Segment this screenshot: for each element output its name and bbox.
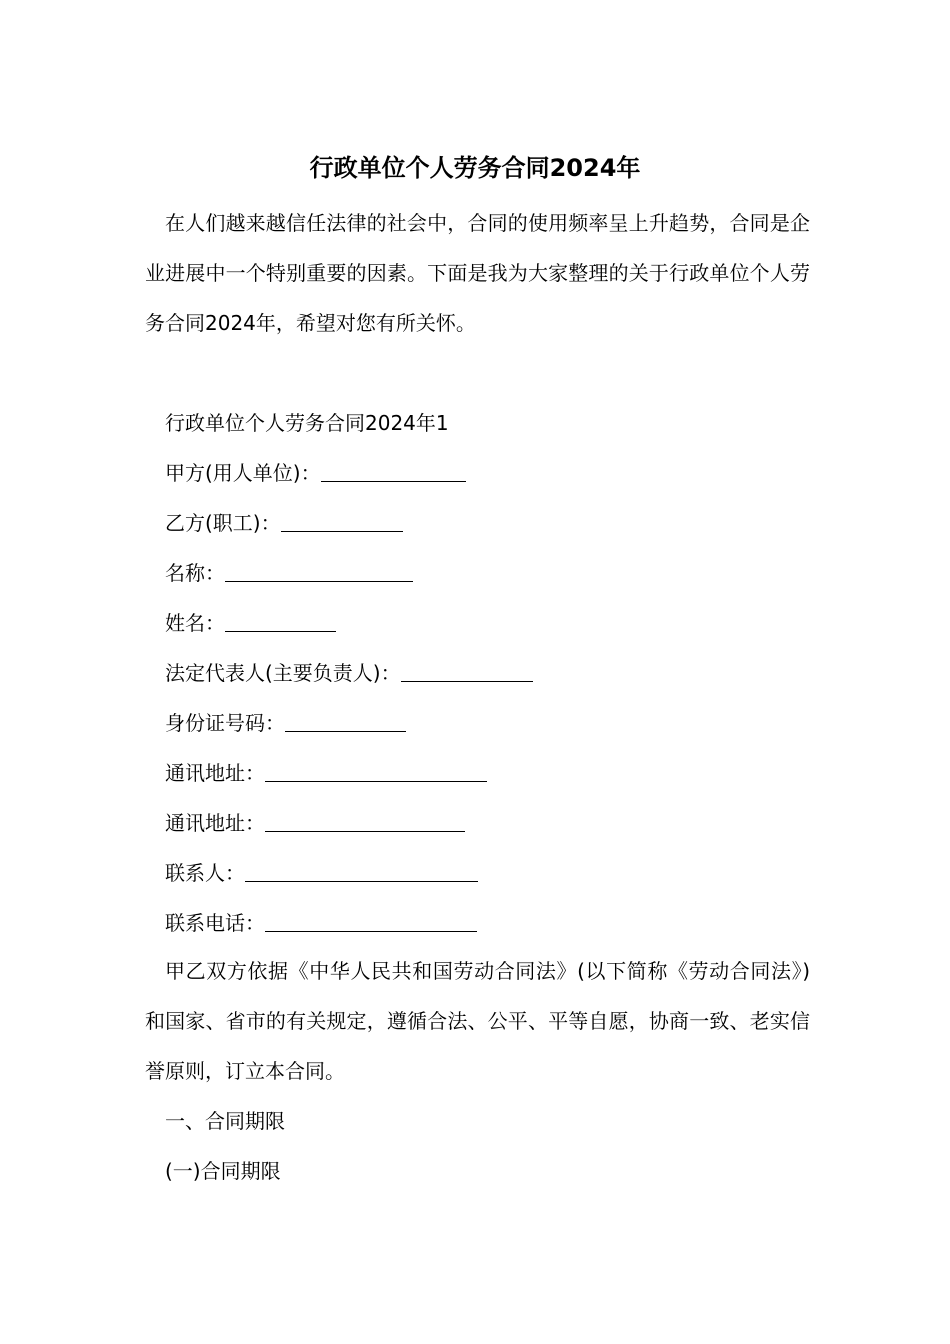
field-label: 姓名： <box>165 611 225 635</box>
field-legal-representative <box>165 658 533 688</box>
fill-in-blank <box>285 711 406 732</box>
clause-heading: 一、合同期限 <box>165 1109 285 1133</box>
field-label: 甲方(用人单位)： <box>165 461 321 485</box>
fill-in-blank <box>401 661 533 682</box>
field-full-name <box>165 608 336 638</box>
fill-in-blank <box>265 761 487 782</box>
field-contact-person <box>165 858 478 888</box>
fill-in-blank <box>321 461 466 482</box>
field-label: 乙方(职工)： <box>165 511 281 535</box>
field-id-number <box>165 708 406 738</box>
field-contact-phone <box>165 908 477 938</box>
fill-in-blank <box>225 561 413 582</box>
section-heading: 行政单位个人劳务合同2024年1 <box>165 411 449 435</box>
fill-in-blank <box>225 611 336 632</box>
field-address-2 <box>165 808 465 838</box>
field-label: 联系人： <box>165 861 245 885</box>
document-title: 行政单位个人劳务合同2024年 <box>309 154 641 182</box>
field-party-b <box>165 508 403 538</box>
field-label: 身份证号码： <box>165 711 285 735</box>
field-address-1 <box>165 758 487 788</box>
field-label: 通讯地址： <box>165 811 265 835</box>
field-label: 名称： <box>165 561 225 585</box>
fill-in-blank <box>265 811 465 832</box>
fill-in-blank <box>245 861 478 882</box>
sub-clause-heading: (一)合同期限 <box>165 1159 281 1183</box>
field-party-a <box>165 458 466 488</box>
fill-in-blank <box>281 511 403 532</box>
body-paragraph: 甲乙双方依据《中华人民共和国劳动合同法》(以下简称《劳动合同法》)和国家、省市的有关规定，遵循合法、公平、平等自愿，协商一致、老实信誉原则，订立本合同。 <box>145 959 810 1083</box>
fill-in-blank <box>265 911 477 932</box>
field-name <box>165 558 413 588</box>
intro-paragraph: 在人们越来越信任法律的社会中，合同的使用频率呈上升趋势，合同是企业进展中一个特别重要的因素。下面是我为大家整理的关于行政单位个人劳务合同2024年，希望对您有所关怀。 <box>145 211 810 335</box>
field-label: 法定代表人(主要负责人)： <box>165 661 401 685</box>
field-label: 联系电话： <box>165 911 265 935</box>
field-label: 通讯地址： <box>165 761 265 785</box>
